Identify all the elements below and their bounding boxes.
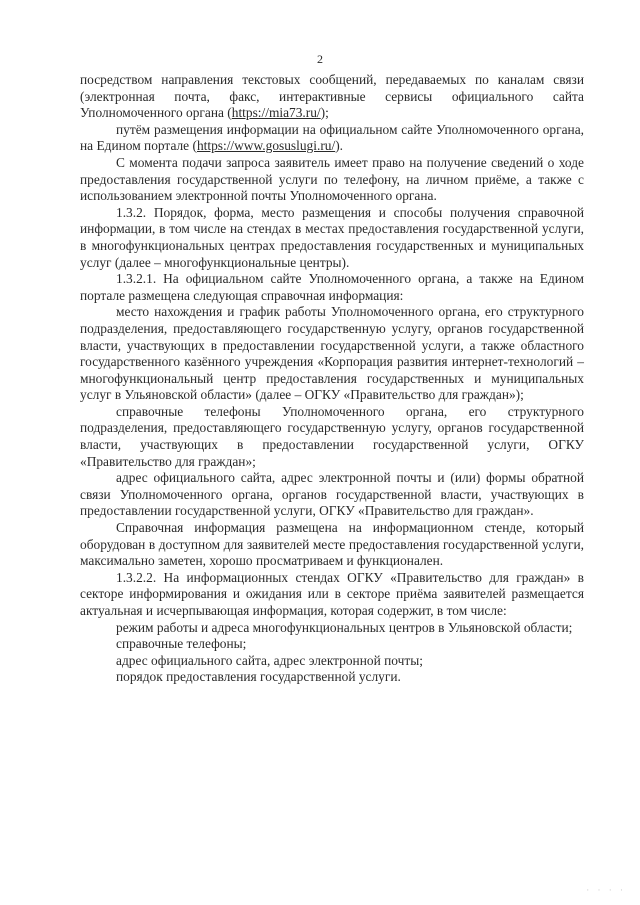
paragraph: место нахождения и график работы Уполномоченного органа, его структурного подразделения, предоставляющего государственную услугу, органов государственной власти, участвующих в предоставлении государственной услуги, а также областного государственного казённого учреждения «Корпорация развития интернет-технологий – многофункциональный центр предоставления государственных и муниципальных услуг в Ульяновской области» (далее – ОГКУ «Правительство для граждан»);: [80, 304, 584, 403]
section-heading-1-3-2: 1.3.2. Порядок, форма, место размещения и способы получения справочной информации, в том числе на стендах в местах предоставления государственной услуги, в многофункциональных центрах предоставления государственных и муниципальных услуг (далее – многофункциональные центры).: [80, 204, 584, 270]
list-item: режим работы и адреса многофункциональных центров в Ульяновской области;: [116, 619, 573, 635]
scan-artifact: · · · ·: [586, 885, 626, 895]
paragraph: справочные телефоны Уполномоченного органа, его структурного подразделения, предоставляющего государственную услугу, органов государственной власти, участвующих в предоставлении государственной услуги, ОГКУ «Правительство для граждан»;: [80, 403, 584, 469]
paragraph: С момента подачи запроса заявитель имеет право на получение сведений о ходе предоставления государственной услуги по телефону, на личном приёме, а также с использованием электронной почты Уполномоченного органа.: [80, 154, 584, 204]
link-gosuslugi[interactable]: https://www.gosuslugi.ru/: [196, 138, 336, 154]
list-item: справочные телефоны;: [116, 636, 247, 652]
link-mia73[interactable]: https://mia73.ru/: [231, 105, 321, 121]
paragraph-text: );: [320, 105, 329, 121]
paragraph-text: посредством направления текстовых сообщений, передаваемых по каналам связи (электронная почта, факс, интерактивные сервисы официального сайта Уполномоченного органа (: [80, 72, 584, 121]
list-item: адрес официального сайта, адрес электронной почты;: [116, 652, 423, 668]
paragraph-text: ).: [335, 138, 344, 154]
paragraph: Справочная информация размещена на информационном стенде, который оборудован в доступном для заявителей месте предоставления государственной услуги, максимально заметен, хорошо просматриваем и функционален.: [80, 520, 584, 569]
list-item: порядок предоставления государственной услуги.: [116, 669, 401, 685]
paragraph: [80, 72, 584, 122]
document-body: [80, 72, 584, 686]
paragraph: [80, 122, 584, 155]
paragraph-text: путём размещения информации на официальном сайте Уполномоченного органа, на Едином портале (: [80, 121, 584, 154]
section-heading-1-3-2-2: 1.3.2.2. На информационных стендах ОГКУ «Правительство для граждан» в секторе информирования и ожидания или в секторе приёма заявителей размещается актуальная и исчерпывающая информация, которая содержит, в том числе:: [80, 569, 584, 618]
section-heading-1-3-2-1: 1.3.2.1. На официальном сайте Уполномоченного органа, а также на Едином портале размещена следующая справочная информация:: [80, 271, 584, 303]
page-number: 2: [317, 52, 323, 66]
paragraph: адрес официального сайта, адрес электронной почты и (или) формы обратной связи Уполномоченного органа, органов государственной власти, участвующих в предоставлении государственной услуги, ОГКУ «Правительство для граждан».: [80, 470, 584, 519]
